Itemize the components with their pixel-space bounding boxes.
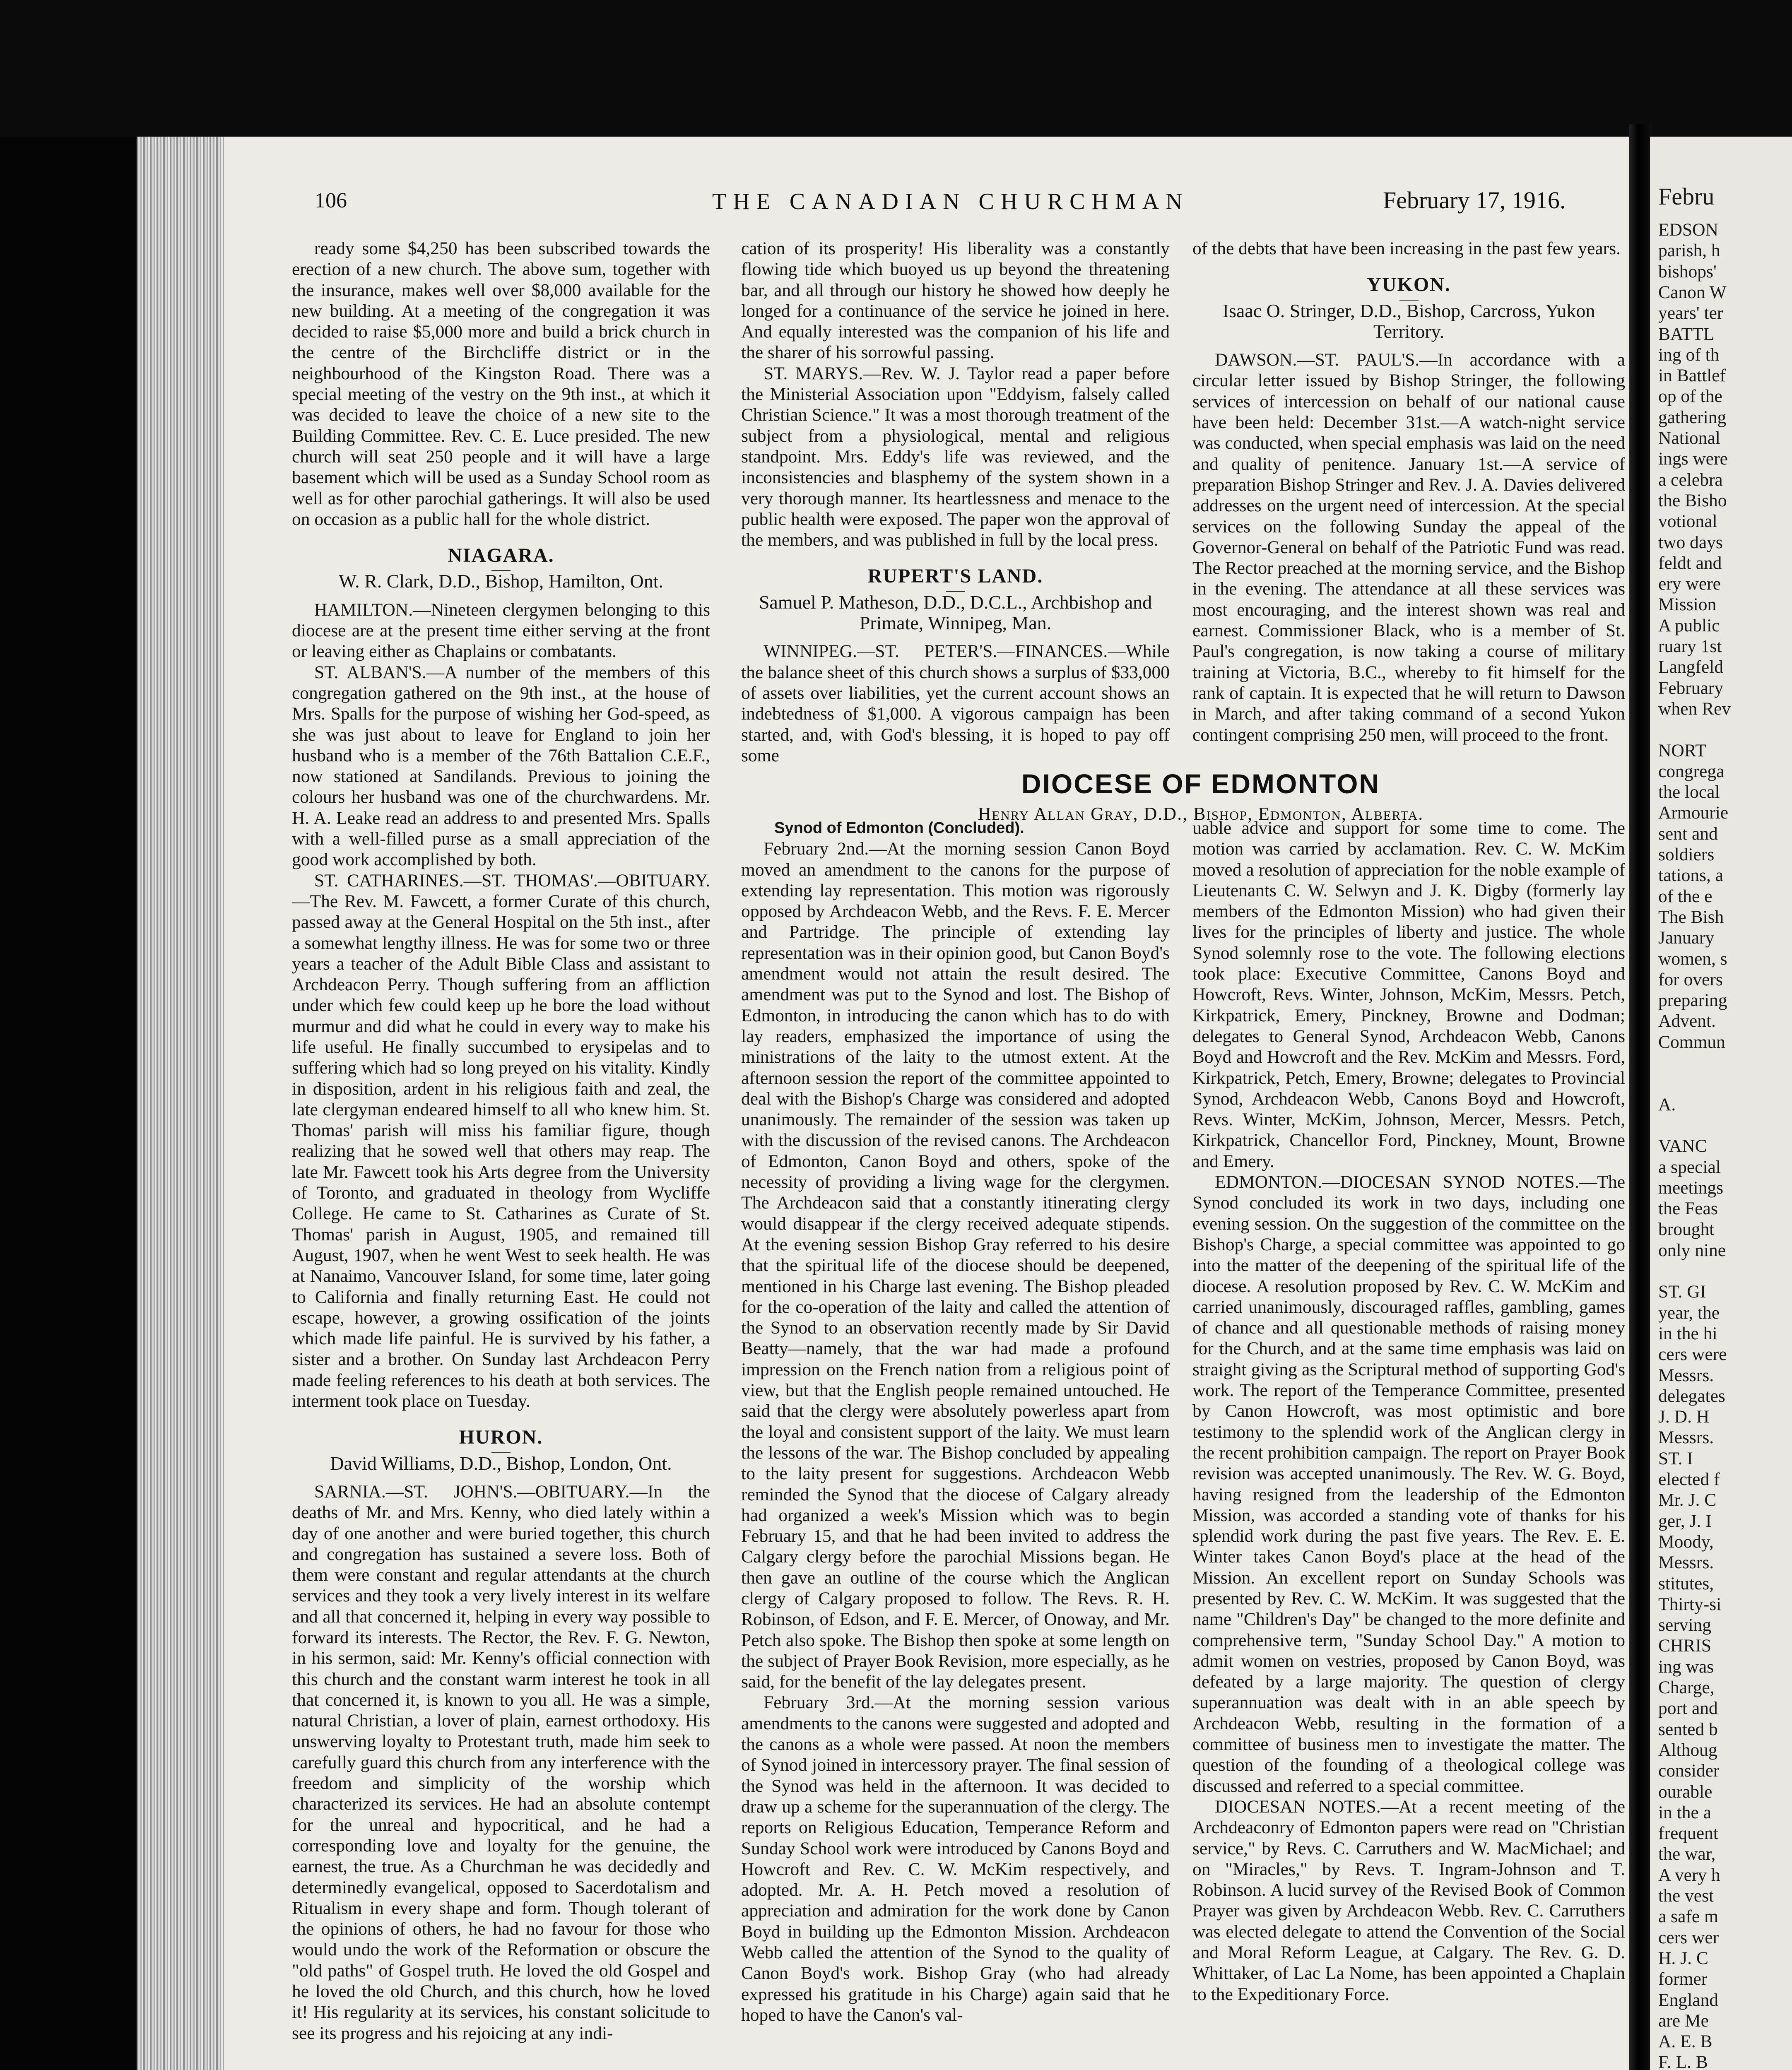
adjacent-page-line: of the e	[1658, 886, 1713, 906]
article-paragraph: ST. CATHARINES.—ST. THOMAS'.—OBITUARY.—The Rev. M. Fawcett, a former Curate of this church, passed away at the General Hospital on the 5th inst., after a somewhat lengthy illness. He was for some two or three years a teacher of the Adult Bible Class and assistant to Archdeacon Perry. Though suffering from an affliction under which few could keep up he bore the load without murmur and did what he could in every way to make his life useful. He finally succumbed to erysipelas and to suffering which had so long preyed on his vitality. Kindly in disposition, ardent in his religious faith and zeal, the late clergyman endeared himself to all who knew him. St. Thomas' parish will miss his familiar figure, though realizing that he sowed well that others may reap. The late Mr. Fawcett took his Arts degree from the University of Toronto, and graduated in theology from Wycliffe College. He came to St. Catharines as Curate of St. Thomas' parish in August, 1905, and remained till August, 1907, when he went West to seek health. He was at Nanaimo, Vancouver Island, for some time, later going to California and finally returning East. He could not escape, however, a growing ossification of the joints which made life painful. He is survived by his father, a sister and a brother. On Sunday last Archdeacon Perry made feeling references to his death at both services. The interment took place on Tuesday.	[292, 870, 710, 1411]
adjacent-page-line: The Bish	[1658, 907, 1724, 927]
adjacent-page-line: F. L. B	[1658, 2052, 1708, 2070]
adjacent-page-line: cers wer	[1658, 1927, 1719, 1947]
article-paragraph: ST. ALBAN'S.—A number of the members of this congregation gathered on the 9th inst., at the house of Mrs. Spalls for the purpose of wishing her God-speed, as she was just about to leave for England to join her husband who is a member of the 76th Battalion C.E.F., now stationed at Sandilands. Previous to joining the colours her husband was one of the churchwardens. Mr. H. A. Leake read an address to and presented Mrs. Spalls with a well-filled purse as a small appreciation of the good work accomplished by both.	[292, 662, 710, 870]
adjacent-page-line: ST. I	[1658, 1448, 1693, 1468]
article-paragraph: WINNIPEG.—ST. PETER'S.—FINANCES.—While the balance sheet of this church shows a surplus of $33,000 of assets over liabilities, yet the current account shows an indebtedness of $1,000. A vigorous campaign has been started, and, with God's blessing, it is hoped to pay off some	[741, 641, 1170, 765]
article-paragraph: SARNIA.—ST. JOHN'S.—OBITUARY.—In the deaths of Mr. and Mrs. Kenny, who died lately within a day of one another and were buried together, this church and congregation has sustained a severe loss. Both of them were constant and regular attendants at the church services and they took a very lively interest in its welfare and all that concerned it, helping in every way possible to forward its interests. The Rector, the Rev. F. G. Newton, in his sermon, said: Mr. Kenny's official connection with this church and the constant warm interest he took in all that concerned it, is known to you all. He was a simple, natural Christian, a lover of plain, earnest orthodoxy. His unswerving loyalty to Protestant truth, made him seek to carefully guard this church from any interference with the freedom and simplicity of the worship which characterized its services. He had an absolute contempt for the unreal and hypocritical, and he had a corresponding love and loyalty for the genuine, the earnest, the true. As a Churchman he was decidedly and determinedly evangelical, opposed to Sacerdotalism and Ritualism in every shape and form. Though tolerant of the opinions of others, he had no favour for those who would undo the work of the Reformation or obscure the "old paths" of Gospel truth. He loved the old Gospel and he loved the old Church, and this church, how he loved it! His regularity at its services, his constant solicitude to see its progress and his rejoicing at any indi-	[292, 1481, 710, 2043]
adjacent-page-line: preparing	[1658, 990, 1727, 1011]
adjacent-page-line: H. J. C	[1658, 1948, 1708, 1968]
bishop-line: David Williams, D.D., Bishop, London, Ont.	[330, 1452, 672, 1474]
section-heading: YUKON.	[1367, 274, 1451, 296]
adjacent-page-line: Advent.	[1658, 1011, 1716, 1031]
adjacent-page-line: CHRIS	[1658, 1636, 1712, 1656]
column-2-top	[741, 238, 1170, 766]
adjacent-page-line: elected f	[1658, 1469, 1720, 1489]
adjacent-page-line: England	[1658, 1990, 1718, 2010]
diocese-bishop: Henry Allan Gray, D.D., Bishop, Edmonton, Alberta.	[978, 804, 1424, 824]
article-paragraph: uable advice and support for some time to come. The motion was carried by acclamation. Rev. C. W. McKim moved a resolution of appreciation for the noble example of Lieutenants C. W. Selwyn and J. K. Digby (formerly lay members of the Edmonton Mission) who had given their lives for the principles of liberty and justice. The whole Synod solemnly rose to the vote. The following elections took place: Executive Committee, Canons Boyd and Howcroft, Revs. Winter, Johnson, McKim, Messrs. Petch, Kirkpatrick, Emery, Pinckney, Browne and Dodman; delegates to General Synod, Archdeacon Webb, Canons Boyd and Howcroft and the Rev. McKim and Messrs. Ford, Kirkpatrick, Petch, Emery, Browne; delegates to Provincial Synod, Archdeacon Webb, Canons Boyd and Howcroft, Revs. Winter, McKim, Johnson, Mercer, Messrs. Petch, Kirkpatrick, Chancellor Ford, Pinckney, Mount, Browne and Emery.	[1192, 818, 1625, 1171]
adjacent-page-line: bishops'	[1658, 261, 1717, 282]
article-paragraph: DAWSON.—ST. PAUL'S.—In accordance with a circular letter issued by Bishop Stringer, the following services of intercession on behalf of our national cause have been held: December 31st.—A watch-night service was conducted, when special emphasis was laid on the need and quality of penitence. January 1st.—A service of preparation Bishop Stringer and Rev. J. A. Davies delivered addresses on the urgent need of intercession. At the special services on the following Sunday the appeal of the Governor-General on behalf of the Patriotic Fund was read. The Rector preached at the morning service, and the Bishop in the evening. The attendance at all these services was most encouraging, and the interest shown was real and earnest. Commissioner Black, who is a member of St. Paul's congregation, is now taking a course of military training at Victoria, B.C., whereby to fit himself for the rank of captain. It is expected that he will return to Dawson in March, and after taking command of a second Yukon contingent comprising 250 men, will proceed to the front.	[1192, 350, 1625, 745]
article-paragraph: EDMONTON.—DIOCESAN SYNOD NOTES.—The Synod concluded its work in two days, including one evening session. On the suggestion of the committee on the Bishop's Charge, a special committee was appointed to go into the matter of the deepening of the spiritual life of the diocese. A resolution proposed by Rev. C. W. McKim and carried unanimously, discouraged raffles, gambling, games of chance and all questionable methods of raising money for the Church, and at the same time emphasis was laid on straight giving as the Scriptural method of supporting God's work. The report of the Temperance Committee, presented by Canon Howcroft, was most optimistic and bore testimony to the splendid work of the Anglican clergy in the recent prohibition campaign. The report on Prayer Book revision was accepted unanimously. The Rev. W. G. Boyd, having resigned from the leadership of the Edmonton Mission, was accorded a standing vote of thanks for his splendid work during the past five years. The Rev. E. E. Winter takes Canon Boyd's place at the head of the Mission. An excellent report on Sunday Schools was presented by Rev. C. W. McKim. It was suggested that the name "Children's Day" be changed to the more definite and comprehensive term, "Sunday School Day." A motion to admit women on vestries, proposed by Canon Boyd, was defeated by a large majority. The question of clergy superannuation was dealt with in an able speech by Archdeacon Webb, resulting in the formation of a committee of business men to investigate the matter. The question of the founding of a theological college was discussed and referred to a special committee.	[1192, 1172, 1625, 1796]
adjacent-page-line: February	[1658, 678, 1724, 698]
adjacent-page-line: Armourie	[1658, 803, 1729, 823]
article-paragraph: February 3rd.—At the morning session various amendments to the canons were suggested and adopted and the canons as a whole were passed. At noon the members of Synod joined in intercessory prayer. The final session of the Synod was held in the afternoon. It was decided to draw up a scheme for the superannuation of the clergy. The reports on Religious Education, Temperance Reform and Sunday School work were introduced by Canons Boyd and Howcroft and Rev. C. W. McKim respectively, and adopted. Mr. A. H. Petch moved a resolution of appreciation and admiration for the work done by Canon Boyd in building up the Edmonton Mission. Archdeacon Webb called the attention of the Synod to the quality of Canon Boyd's work. Bishop Gray (who had already expressed his gratitude in his Charge) again said that he hoped to have the Canon's val-	[741, 1692, 1170, 2025]
adjacent-page-line: Althoug	[1658, 1740, 1717, 1760]
adjacent-page-line: J. D. H	[1658, 1407, 1710, 1427]
adjacent-page-line: in the a	[1658, 1802, 1712, 1822]
column-2-bottom	[741, 818, 1170, 2025]
adjacent-page-line: the Feas	[1658, 1199, 1718, 1219]
adjacent-page-line: year, the	[1658, 1302, 1720, 1323]
adjacent-page-line: Messrs.	[1658, 1365, 1714, 1385]
adjacent-page-line: Langfeld	[1658, 657, 1724, 677]
adjacent-page-line: in Battlef	[1658, 366, 1726, 386]
adjacent-page-line: Thirty-si	[1658, 1594, 1722, 1614]
adjacent-page-line: Commun	[1658, 1032, 1725, 1052]
adjacent-page-line: meetings	[1658, 1177, 1724, 1198]
adjacent-page-line: brought	[1658, 1219, 1715, 1240]
section-heading: HURON.	[459, 1426, 543, 1449]
article-paragraph: DIOCESAN NOTES.—At a recent meeting of the Archdeaconry of Edmonton papers were read on "Christian service," by Revs. C. Carruthers and W. MacMichael; and on "Miracles," by Revs. T. Ingram-Johnson and T. Robinson. A lucid survey of the Revised Book of Common Prayer was given by Archdeacon Webb. Rev. C. Carruthers was elected delegate to attend the Convention of the Social and Moral Reform League, at Calgary. The Rev. G. D. Whittaker, of Lac La Nome, has been appointed a Chaplain to the Expeditionary Force.	[1192, 1796, 1625, 2004]
adjacent-page-line: A very h	[1658, 1865, 1720, 1885]
adjacent-page-line: Messrs.	[1658, 1552, 1714, 1573]
article-paragraph: February 2nd.—At the morning session Canon Boyd moved an amendment to the canons for the purpose of extending lay representation. This motion was rigorously opposed by Archdeacon Webb, and the Revs. F. E. Mercer and Partridge. The principle of extending lay representation was in their opinion good, but Canon Boyd's amendment would not attain the result desired. The amendment was put to the Synod and lost. The Bishop of Edmonton, in introducing the canon which has to do with lay readers, emphasized the importance of using the ministrations of the laity to the utmost extent. At the afternoon session the report of the committee appointed to deal with the Bishop's Charge was considered and adopted unanimously. The remainder of the session was taken up with the discussion of the revised canons. The Archdeacon of Edmonton, Canon Boyd and others, spoke of the necessity of providing a living wage for the clergymen. The Archdeacon said that a constantly itinerating clergy would disappear if the clergy received adequate stipends. At the evening session Bishop Gray referred to his desire that the spiritual life of the diocese should be deepened, mentioned in his Charge last evening. The Bishop pleaded for the co-operation of the laity and called the attention of the Synod to an observation recently made by Sir David Beatty—namely, that the war had made a profound impression on the French nation from a religious point of view, but that the English people remained untouched. He said that the clergy were absolutely powerless apart from the loyal and consistent support of the laity. We must learn the lessons of the war. The Bishop concluded by appealing to the laity present for suggestions. Archdeacon Webb reminded the Synod that the diocese of Calgary already had organized a week's Mission which was to begin February 15, and that he had been invited to address the Calgary clergy before the parochial Missions began. He then gave an outline of the course which the Anglican clergy of Calgary proposed to follow. The Revs. R. H. Robinson, of Edson, and F. E. Mercer, of Onoway, and Mr. Petch also spoke. The Bishop then spoke at some length on the subject of Prayer Book Revision, more especially, as he said, for the benefit of the lay delegates present.	[741, 839, 1170, 1692]
column-1	[292, 238, 710, 2044]
article-paragraph: ST. MARYS.—Rev. W. J. Taylor read a paper before the Ministerial Association upon "Eddyism, falsely called Christian Science." It was a most thorough treatment of the subject from a physiological, mental and religious standpoint. Mrs. Eddy's life was reviewed, and the inconsistencies and blasphemy of the system shown in a very thorough manner. Its heartlessness and menace to the public health were exposed. The paper won the approval of the members, and was published in full by the local press.	[741, 363, 1170, 550]
adjacent-page-line: delegates	[1658, 1386, 1725, 1406]
adjacent-page-line: A. E. B	[1658, 2031, 1713, 2052]
article-paragraph: of the debts that have been increasing in the past few years.	[1192, 238, 1621, 258]
article-paragraph: cation of its prosperity! His liberality was a constantly flowing tide which buoyed us up beyond the threatening bar, and all through our history he showed how deeply he longed for a continuance of the service he joined in here. And equally interested was the companion of his life and the sharer of his sorrowful passing.	[741, 238, 1170, 363]
adjacent-page-line: gathering	[1658, 407, 1727, 427]
adjacent-page-line: in the hi	[1658, 1323, 1717, 1343]
adjacent-page-line: years' ter	[1658, 303, 1723, 323]
adjacent-page-line: Canon W	[1658, 282, 1727, 302]
adjacent-page-line: op of the	[1658, 386, 1722, 407]
diocese-title: DIOCESE OF EDMONTON	[1021, 768, 1380, 799]
adjacent-page-line: are Me	[1658, 2010, 1709, 2031]
adjacent-page-line: former	[1658, 1969, 1708, 1989]
column-3-top	[1192, 238, 1625, 745]
adjacent-page-line: VANC	[1658, 1136, 1707, 1156]
adjacent-page-header: Febru	[1658, 183, 1715, 210]
adjacent-page-line: stitutes,	[1658, 1573, 1714, 1593]
adjacent-page-line: Moody,	[1658, 1531, 1714, 1552]
adjacent-page-line: the Bisho	[1658, 490, 1727, 510]
adjacent-page-line: ing was	[1658, 1656, 1714, 1677]
adjacent-page-line: votional	[1658, 511, 1717, 532]
adjacent-page-line: ST. GI	[1658, 1282, 1706, 1302]
adjacent-page-line: the war,	[1658, 1844, 1716, 1864]
adjacent-page-line: the vest	[1658, 1886, 1714, 1906]
adjacent-page-line: ery were	[1658, 574, 1721, 594]
section-heading: RUPERT'S LAND.	[867, 565, 1043, 587]
adjacent-page-line: congrega	[1658, 761, 1725, 781]
adjacent-page-line: only nine	[1658, 1240, 1726, 1260]
column-3-bottom	[1192, 818, 1625, 2005]
adjacent-page-line: A.	[1658, 1094, 1676, 1114]
adjacent-page-line: cers were	[1658, 1344, 1727, 1365]
adjacent-page-line: consider	[1658, 1761, 1720, 1781]
article-paragraph: HAMILTON.—Nineteen clergymen belonging to this diocese are at the present time either serving at the front or leaving either as Chaplains or combatants.	[292, 599, 710, 662]
adjacent-page-line: women, s	[1658, 948, 1727, 969]
adjacent-page-line: soldiers	[1658, 845, 1715, 864]
bishop-line: Samuel P. Matheson, D.D., D.C.L., Archbishop and Primate, Winnipeg, Man.	[759, 591, 1152, 634]
section-heading: NIAGARA.	[448, 544, 554, 567]
adjacent-page-line: sent and	[1658, 823, 1718, 844]
adjacent-page-line: serving	[1658, 1615, 1712, 1635]
scan-border-top	[0, 0, 1792, 137]
article-paragraph: ready some $4,250 has been subscribed towards the erection of a new church. The above sum, together with the insurance, makes well over $8,000 available for the new building. At a meeting of the congregation it was decided to raise $5,000 more and build a brick church in the centre of the Birchcliffe district or in the neighbourhood of the Kingston Road. There was a special meeting of the vestry on the 9th inst., at which it was decided to leave the choice of a new site to the Building Committee. Rev. C. E. Luce presided. The new church will seat 250 people and it will have a large basement which will be used as a Sunday School room as well as for other parochial gatherings. It will also be used on occasion as a public hall for the whole district.	[292, 238, 710, 529]
adjacent-page-line: a celebra	[1658, 469, 1723, 490]
bishop-line: W. R. Clark, D.D., Bishop, Hamilton, Ont.	[338, 570, 664, 592]
page-edges	[137, 137, 224, 2070]
adjacent-page-line: Charge,	[1658, 1678, 1715, 1697]
adjacent-page-line: BATTL	[1658, 324, 1715, 344]
adjacent-page-line: feldt and	[1658, 553, 1722, 573]
adjacent-page-line: A public	[1658, 615, 1720, 635]
adjacent-page-line: for overs	[1658, 969, 1723, 989]
adjacent-page-line: the local	[1658, 782, 1720, 802]
adjacent-page-line: ruary 1st	[1658, 636, 1722, 656]
adjacent-page-line: January	[1658, 928, 1715, 948]
adjacent-page-line: ing of th	[1658, 344, 1720, 365]
adjacent-page-line: a safe m	[1658, 1906, 1718, 1927]
journal-title: THE CANADIAN CHURCHMAN	[712, 189, 1189, 214]
adjacent-page-line: sented b	[1658, 1719, 1718, 1739]
adjacent-page-line: tations, a	[1658, 865, 1724, 886]
adjacent-page	[1650, 137, 1792, 2070]
adjacent-page-line: Mission	[1658, 595, 1717, 615]
adjacent-page-line: when Rev	[1658, 698, 1731, 719]
adjacent-page-line: ger, J. I	[1658, 1511, 1712, 1531]
adjacent-page-line: Mr. J. C	[1658, 1490, 1717, 1510]
adjacent-page-line: port and	[1658, 1698, 1718, 1719]
adjacent-page-line: National	[1658, 428, 1720, 448]
adjacent-page-line: two days	[1658, 532, 1723, 552]
adjacent-page-line: Messrs.	[1658, 1427, 1714, 1448]
subsection-title: Synod of Edmonton (Concluded).	[774, 819, 1024, 837]
adjacent-page-line: frequent	[1658, 1823, 1718, 1844]
adjacent-page-line: NORT	[1658, 740, 1706, 761]
book-gutter	[1629, 124, 1652, 2070]
issue-date: February 17, 1916.	[1383, 187, 1566, 214]
adjacent-page-line: ourable	[1658, 1781, 1713, 1802]
bishop-line: Isaac O. Stringer, D.D., Bishop, Carcross, Yukon Territory.	[1222, 300, 1595, 342]
adjacent-page-line: parish, h	[1658, 241, 1720, 261]
adjacent-page-line: ings were	[1658, 449, 1728, 469]
adjacent-page-line: a special	[1658, 1157, 1721, 1177]
page-number: 106	[315, 189, 347, 212]
adjacent-page-line: EDSON	[1658, 220, 1719, 240]
